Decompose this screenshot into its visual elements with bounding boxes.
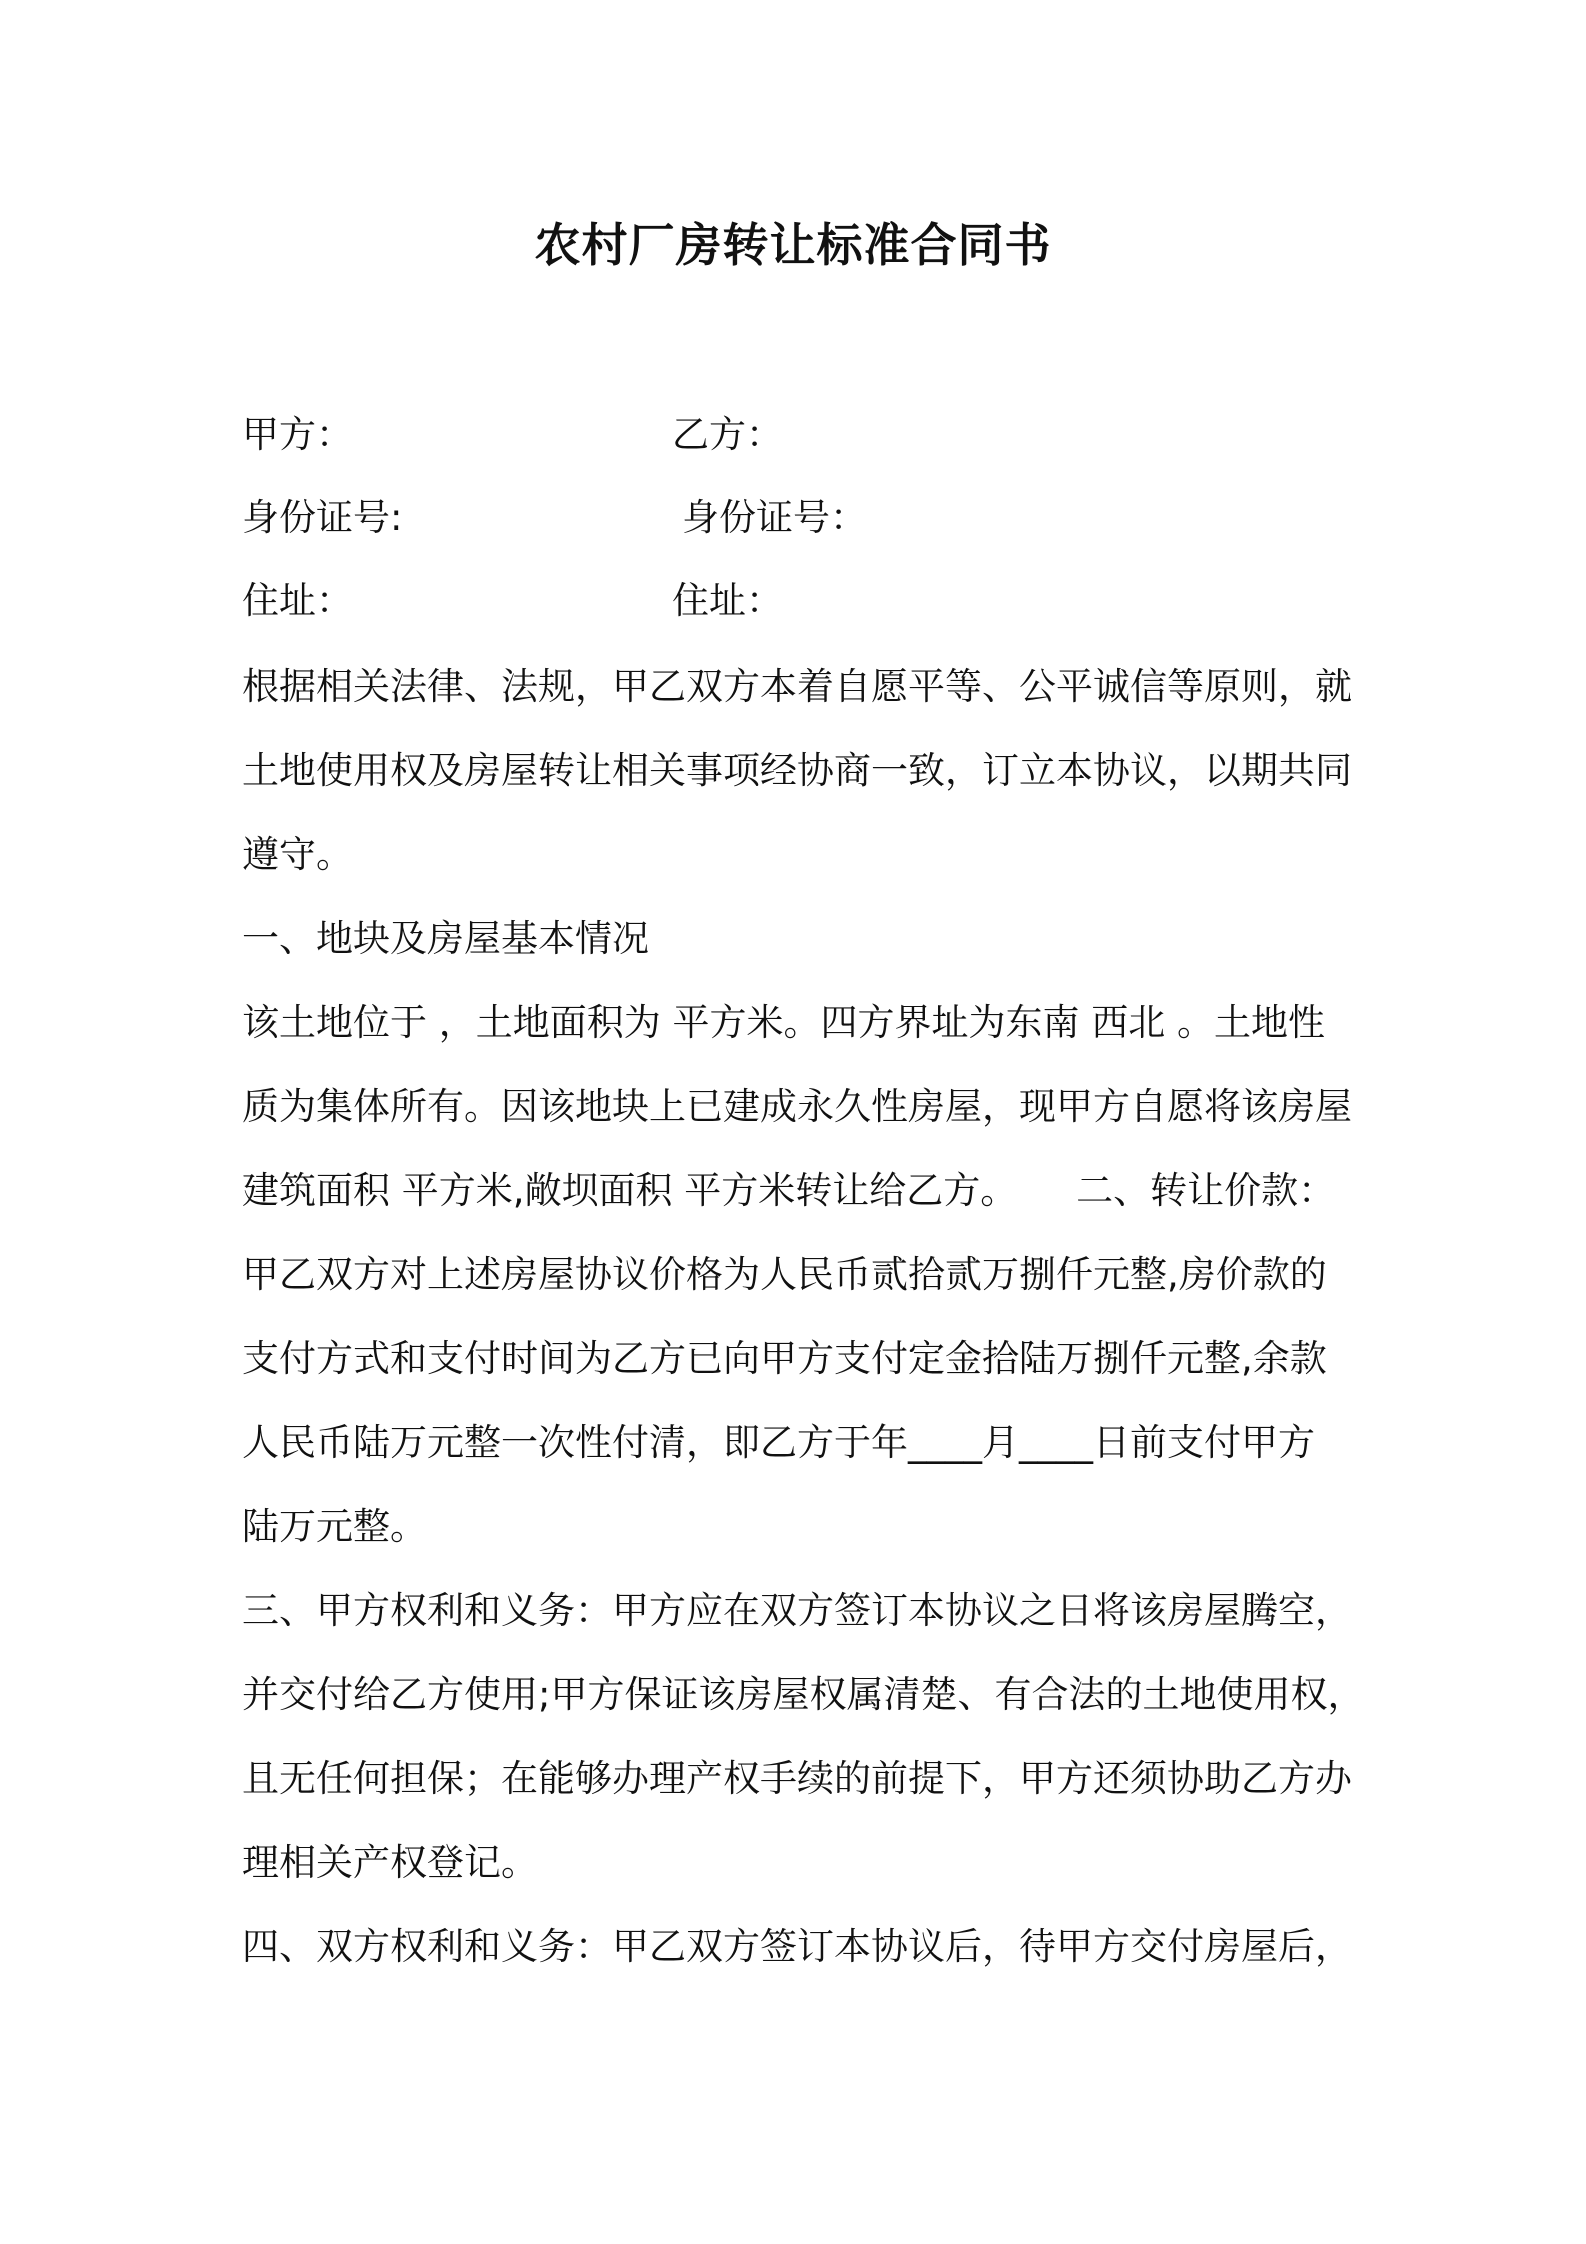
contract-body <box>242 645 1365 1989</box>
body-line: 该土地位于 ，土地面积为 平方米。四方界址为东南 西北 。土地性 <box>242 1001 1326 1044</box>
body-line: 遵守。 <box>242 833 353 876</box>
body-line: 甲乙双方对上述房屋协议价格为人民币贰拾贰万捌仟元整,房价款的 <box>242 1253 1327 1296</box>
party-a-id-label: 身份证号: <box>242 496 403 539</box>
body-line: 质为集体所有。因该地块上已建成永久性房屋，现甲方自愿将该房屋 <box>242 1085 1352 1128</box>
body-line: 并交付给乙方使用;甲方保证该房屋权属清楚、有合法的土地使用权， <box>242 1673 1365 1716</box>
body-line: 理相关产权登记。 <box>242 1841 538 1884</box>
body-line: 土地使用权及房屋转让相关事项经协商一致，订立本协议，以期共同 <box>242 749 1352 792</box>
body-line: 根据相关法律、法规，甲乙双方本着自愿平等、公平诚信等原则，就 <box>242 665 1352 708</box>
body-line: 人民币陆万元整一次性付清，即乙方于年____月____日前支付甲方 <box>242 1421 1315 1464</box>
body-line: 支付方式和支付时间为乙方已向甲方支付定金拾陆万捌仟元整,余款 <box>242 1337 1327 1380</box>
document-title: 农村厂房转让标准合同书 <box>534 218 1052 272</box>
party-a-address-label: 住址： <box>242 579 353 622</box>
party-b-address-label: 住址： <box>672 579 783 622</box>
body-line: 且无任何担保；在能够办理产权手续的前提下，甲方还须协助乙方办 <box>242 1757 1352 1800</box>
party-a-name-label: 甲方： <box>242 413 353 456</box>
section-heading: 一、地块及房屋基本情况 <box>242 917 649 960</box>
body-line: 陆万元整。 <box>242 1505 427 1548</box>
body-line: 三、甲方权利和义务：甲方应在双方签订本协议之日将该房屋腾空， <box>242 1589 1352 1632</box>
body-line: 四、双方权利和义务：甲乙双方签订本协议后，待甲方交付房屋后， <box>242 1925 1352 1968</box>
body-line: 建筑面积 平方米,敞坝面积 平方米转让给乙方。 二、转让价款： <box>242 1169 1336 1212</box>
party-b-name-label: 乙方： <box>672 413 783 456</box>
party-b-id-label: 身份证号： <box>682 496 867 539</box>
